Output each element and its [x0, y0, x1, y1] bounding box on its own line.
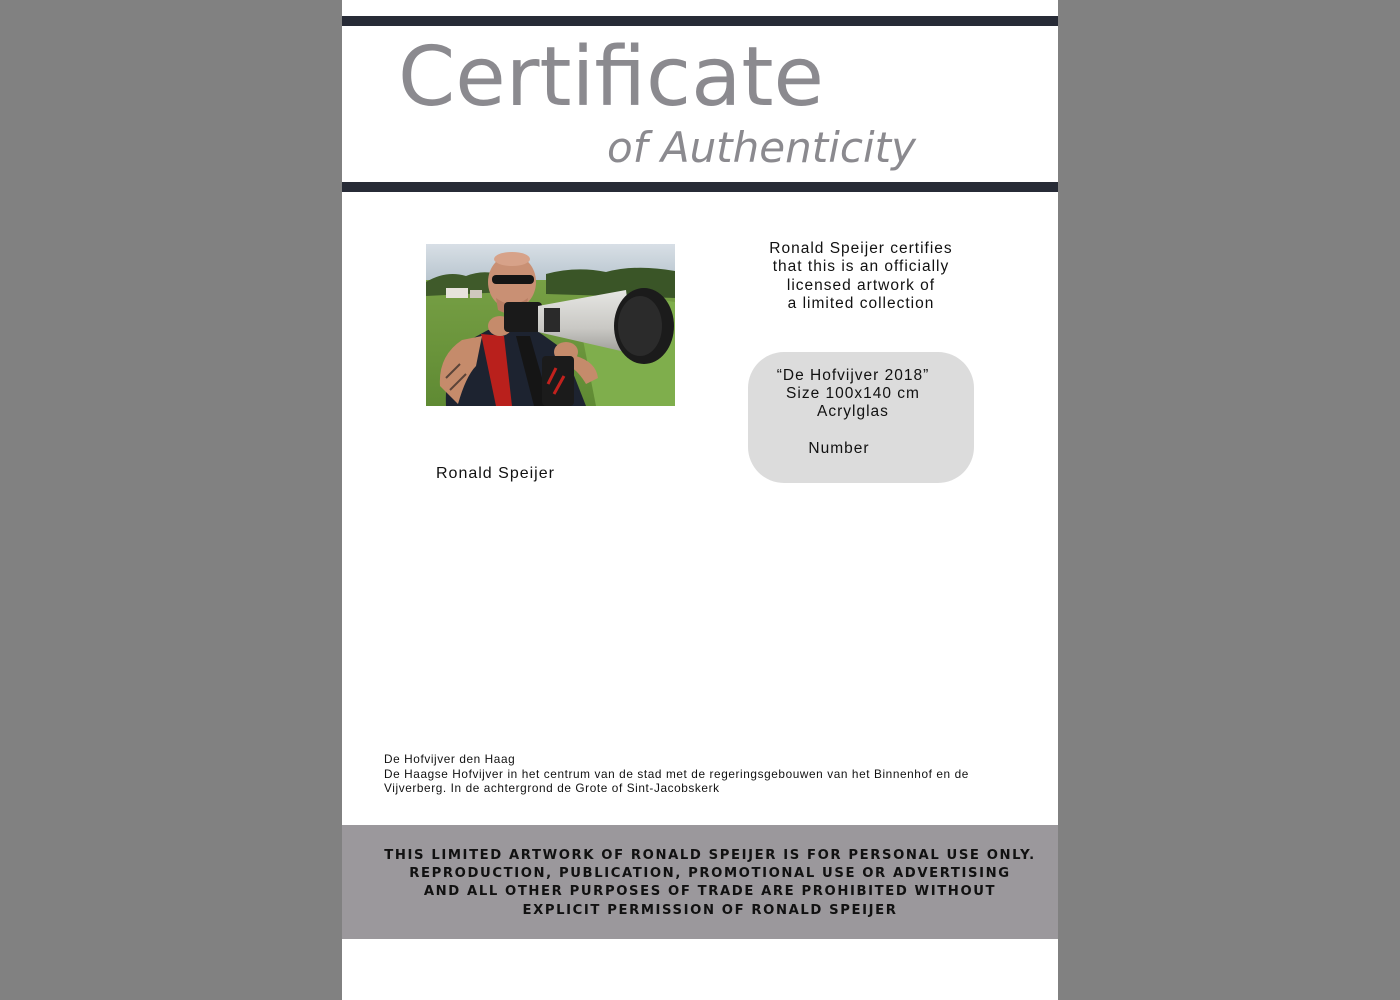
header-top-rule — [342, 16, 1058, 26]
certification-statement — [736, 240, 986, 313]
artwork-description — [384, 752, 1034, 796]
artwork-title: “De Hofvijver 2018” — [776, 367, 930, 384]
usage-notice-band — [342, 825, 1058, 939]
artist-name: Ronald Speijer — [436, 465, 555, 482]
notice-line: THIS LIMITED ARTWORK OF RONALD SPEIJER IS FOR PERSONAL USE ONLY. — [384, 848, 1036, 863]
statement-line: that this is an officially — [772, 258, 950, 276]
description-title: De Hofvijver den Haag — [384, 752, 516, 766]
notice-line: AND ALL OTHER PURPOSES OF TRADE ARE PROHIBITED WITHOUT — [423, 884, 997, 900]
notice-line: EXPLICIT PERMISSION OF RONALD SPEIJER — [522, 902, 898, 918]
artwork-material: Acrylglas — [817, 403, 889, 420]
description-line: De Haagse Hofvijver in het centrum van de stad met de regeringsgebouwen van het Binnenhof en de — [384, 766, 969, 781]
artwork-number-label: Number — [808, 440, 870, 457]
photographer-photo — [426, 244, 675, 406]
header-bottom-rule — [342, 182, 1058, 192]
statement-line: a limited collection — [787, 294, 935, 312]
certificate-page — [342, 0, 1058, 1000]
usage-notice — [342, 847, 1058, 920]
certificate-title: Certificate — [398, 30, 824, 125]
description-line: Vijverberg. In de achtergrond de Grote of Sint-Jacobskerk — [384, 781, 720, 795]
artwork-info-box — [748, 352, 974, 483]
artwork-size: Size 100x140 cm — [786, 385, 920, 402]
statement-line: licensed artwork of — [786, 276, 936, 294]
notice-line: REPRODUCTION, PUBLICATION, PROMOTIONAL USE OR ADVERTISING — [409, 866, 1011, 882]
statement-line: Ronald Speijer certifies — [769, 240, 953, 257]
certificate-subtitle: of Authenticity — [607, 123, 916, 172]
